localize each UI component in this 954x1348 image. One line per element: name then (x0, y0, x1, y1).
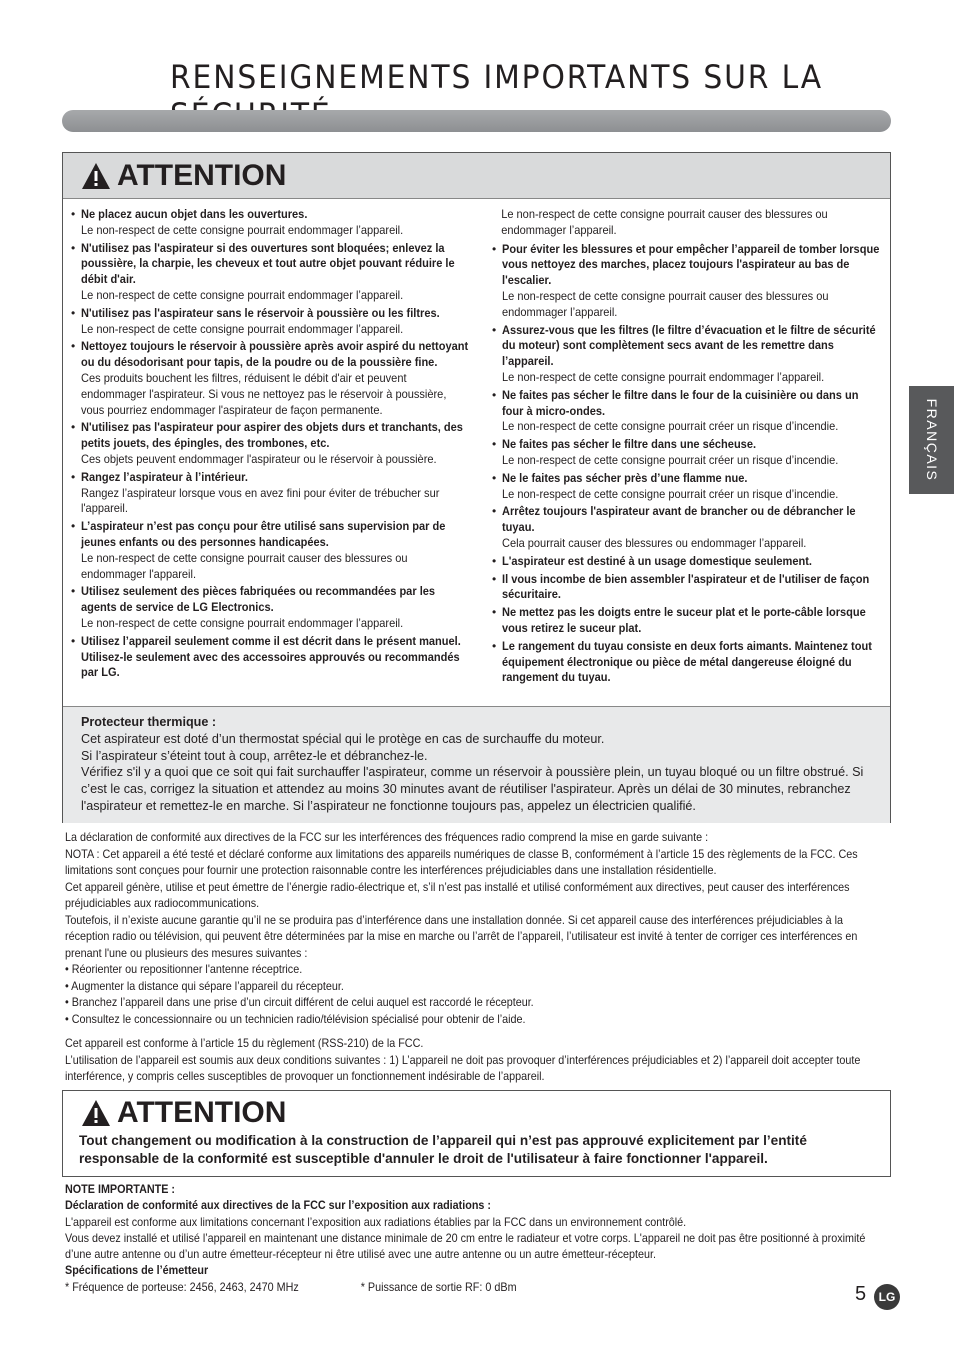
item-consequence: Le non-respect de cette consigne pourrait créer un risque d’incendie. (502, 419, 839, 434)
thermal-title: Protecteur thermique : (81, 715, 217, 729)
safety-item (492, 554, 884, 570)
item-warning: N'utilisez pas l'aspirateur sans le réservoir à poussière ou les filtres. (81, 305, 440, 320)
safety-item (492, 639, 884, 686)
safety-item (71, 634, 471, 681)
note-title: NOTE IMPORTANTE : (65, 1183, 176, 1196)
item-warning: Ne faites pas sécher le filtre dans une sécheuse. (502, 437, 757, 452)
item-warning: Nettoyez toujours le réservoir à poussière après avoir aspiré du nettoyant ou du désodorisant pour tapis, de la poudre ou de la poussière fine. (81, 339, 469, 370)
note-subtitle: Déclaration de conformité aux directives de la FCC sur l’exposition aux radiations : (65, 1199, 492, 1213)
bullet-icon: • (71, 584, 76, 599)
fcc-bullet: • Augmenter la distance qui sépare l’appareil du récepteur. (65, 979, 344, 993)
safety-item (492, 572, 884, 604)
item-warning: Il vous incombe de bien assembler l'aspirateur et de l'utiliser de façon sécuritaire. (502, 571, 870, 602)
fcc-paragraph: L’utilisation de l’appareil est soumis aux deux conditions suivantes : 1) L’appareil ne doit pas provoquer d’interférences préjudiciables et 2) l’appareil doit accepter toute interférence, y compris celles susceptibles de provoquer un fonctionnement indésirable de l’appareil. (65, 1053, 861, 1083)
item-warning: L’aspirateur n’est pas conçu pour être utilisé sans supervision par de jeunes enfants ou des personnes handicapées. (81, 519, 446, 549)
safety-item (492, 504, 884, 551)
attention-box-2 (62, 1090, 891, 1177)
bullet-icon: • (71, 469, 76, 484)
safety-item (492, 605, 884, 637)
fcc-declaration (65, 830, 887, 1086)
item-consequence: Cela pourrait causer des blessures ou endommager l’appareil. (502, 535, 807, 550)
bullet-icon: • (71, 519, 76, 534)
bullet-icon: • (492, 605, 497, 620)
item-consequence: Rangez l’aspirateur lorsque vous en avez fini pour éviter de trébucher sur l'appareil. (81, 485, 440, 516)
right-column (492, 207, 884, 688)
item-consequence: Ces produits bouchent les filtres, réduisent le débit d'air et peuvent endommager l'aspirateur. Si vous ne nettoyez pas le réservoir à poussière, vous pourriez endommager l'aspirateur de façon permanente. (81, 370, 447, 417)
spec-title: Spécifications de l’émetteur (65, 1264, 209, 1278)
attention-label: ATTENTION (117, 1096, 287, 1129)
fcc-paragraph: Cet appareil est conforme à l’article 15 du règlement (RSS-210) de la FCC. (65, 1037, 424, 1050)
item-warning: Pour éviter les blessures et pour empêcher l’appareil de tomber lorsque vous nettoyez des marches, placez toujours l'aspirateur au bas de l'escalier. (502, 241, 880, 288)
fcc-intro: La déclaration de conformité aux directives de la FCC sur les interférences des fréquences radio comprend la mise en garde suivante : (65, 831, 709, 844)
bullet-icon: • (492, 241, 497, 256)
safety-item (492, 437, 884, 469)
bullet-icon: • (492, 322, 497, 337)
spec-line (65, 1280, 887, 1296)
language-tab-label: FRANÇAIS (923, 398, 940, 482)
thermal-line-2: Si l’aspirateur s’éteint tout à coup, arrêtez-le et débranchez-le. (81, 748, 428, 763)
bullet-icon: • (71, 633, 76, 648)
item-consequence: Le non-respect de cette consigne pourrait créer un risque d’incendie. (502, 486, 839, 501)
fcc-bullet: • Réorienter ou repositionner l'antenne réceptrice. (65, 963, 303, 976)
item-consequence: Le non-respect de cette consigne pourrait endommager l’appareil. (502, 369, 825, 384)
item-warning: Assurez-vous que les filtres (le filtre d’évacuation et le filtre de sécurité du moteur) sont complètement secs avant de les remettre dans l’appareil. (502, 322, 876, 369)
bullet-icon: • (492, 553, 497, 568)
fcc-bullet: • Branchez l’appareil dans une prise d’un circuit différent de celui auquel est raccordé le récepteur. (65, 996, 534, 1009)
bullet-icon: • (71, 207, 76, 221)
page-title: RENSEIGNEMENTS IMPORTANTS SUR LA (170, 58, 823, 96)
note-paragraph: L'appareil est conforme aux limitations concernant l’exposition aux radiations établies par la FCC dans un environnement contrôlé. (65, 1215, 687, 1229)
bullet-icon: • (71, 339, 76, 354)
item-warning: N'utilisez pas l'aspirateur pour aspirer des objets durs et tranchants, des petits jouets, des épingles, des trombones, etc. (81, 420, 463, 451)
lg-logo-icon: LG (874, 1284, 900, 1310)
fcc-bullet: • Consultez le concessionnaire ou un technicien radio/télévision spécialisé pour obtenir de l’aide. (65, 1012, 526, 1026)
item-consequence: Le non-respect de cette consigne pourrait endommager l’appareil. (81, 321, 404, 336)
item-warning: Ne mettez pas les doigts entre le suceur plat et le porte-câble lorsque vous retirez le suceur plat. (502, 605, 866, 635)
item-consequence: Le non-respect de cette consigne pourrait endommager l’appareil. (81, 287, 404, 302)
item-warning: Utilisez seulement des pièces fabriquées ou recommandées par les agents de service de LG Electronics. (81, 584, 436, 615)
bullet-icon: • (492, 638, 497, 653)
item-consequence: Le non-respect de cette consigne pourrait endommager l’appareil. (81, 615, 404, 630)
item-warning: L'aspirateur est destiné à un usage domestique seulement. (502, 553, 812, 568)
bullet-icon: • (71, 420, 76, 435)
bullet-icon: • (71, 240, 76, 255)
item-warning: Arrêtez toujours l'aspirateur avant de brancher ou de débrancher le tuyau. (502, 504, 856, 535)
safety-item (71, 420, 471, 467)
item-warning: N'utilisez pas l'aspirateur si des ouvertures sont bloquées; enlevez la poussière, la charpie, les cheveux et tout autre objet pouvant réduire le débit d'air. (81, 240, 455, 287)
attention-heading-2 (81, 1096, 286, 1130)
safety-item (71, 306, 471, 338)
attention-header (63, 153, 890, 199)
item-consequence: Le non-respect de cette consigne pourrait causer des blessures ou endommager l’appareil. (502, 288, 829, 319)
left-column (71, 207, 471, 683)
safety-item (71, 519, 471, 582)
spec-frequency: * Fréquence de porteuse: 2456, 2463, 2470 MHz (65, 1280, 299, 1294)
item-warning: Ne le faites pas sécher près d’une flamme nue. (502, 470, 748, 485)
item-warning: Ne placez aucun objet dans les ouvertures. (81, 207, 308, 221)
safety-item (71, 584, 471, 631)
title-bar (62, 110, 891, 132)
item-warning: Utilisez l’appareil seulement comme il est décrit dans le présent manuel. Utilisez-le seulement avec des accessoires approuvés ou recommandés par LG. (81, 633, 461, 680)
thermal-line-1: Cet aspirateur est doté d’un thermostat spécial qui le protège en cas de surchauffe du moteur. (81, 731, 605, 746)
safety-item (492, 388, 884, 435)
note-paragraph: Vous devez installé et utilisé l’appareil en maintenant une distance minimale de 20 cm entre le radiateur et votre corps. L'appareil ne doit pas être positionné à proximité d’une autre antenne ou d’un autre émetteur-récepteur ni être utilisé avec une autre antenne ou un autre émetteur-récepteur. (65, 1231, 866, 1262)
spec-power: * Puissance de sortie RF: 0 dBm (360, 1280, 517, 1294)
item-consequence: Le non-respect de cette consigne pourrait créer un risque d’incendie. (502, 452, 839, 467)
fcc-paragraph: Cet appareil génère, utilise et peut émettre de l’énergie radio-électrique et, s’il n’est pas installé et utilisé conformément aux directives, peut causer des interférences préjudiciables aux radiocommunications. (65, 880, 850, 910)
attention-label: ATTENTION (117, 159, 287, 192)
safety-item (71, 207, 471, 239)
bullet-icon: • (492, 437, 497, 452)
item-consequence: Ces objets peuvent endommager l'aspirateur ou le réservoir à poussière. (81, 451, 437, 466)
right-lead-text: Le non-respect de cette consigne pourrait causer des blessures ou endommager l’appareil. (501, 207, 828, 237)
item-warning: Rangez l’aspirateur à l’intérieur. (81, 469, 248, 484)
warning-icon (81, 1099, 111, 1127)
item-warning: Le rangement du tuyau consiste en deux forts aimants. Maintenez tout équipement électronique ou pièce de métal dangereuse éloigné du rangement du tuyau. (502, 638, 872, 685)
bullet-icon: • (492, 470, 497, 485)
bullet-icon: • (71, 305, 76, 320)
safety-item (71, 339, 471, 418)
thermal-protector-section (63, 706, 890, 823)
safety-item (71, 241, 471, 304)
safety-item (492, 323, 884, 386)
safety-item (492, 242, 884, 321)
bullet-icon: • (492, 387, 497, 402)
safety-item (492, 471, 884, 503)
attention-box (62, 152, 891, 823)
bullet-icon: • (492, 571, 497, 586)
item-consequence: Le non-respect de cette consigne pourrait causer des blessures ou endommager l'appareil. (81, 550, 408, 581)
attention-2-text: Tout changement ou modification à la construction de l’appareil qui n’est pas approuvé explicitement par l’entité responsable de la conformité est susceptible d'annuler le droit de l'utilisateur à faire fonctionner l'appareil. (79, 1133, 807, 1166)
language-tab (909, 386, 954, 494)
item-consequence: Le non-respect de cette consigne pourrait endommager l’appareil. (81, 222, 404, 237)
bullet-icon: • (492, 504, 497, 519)
warning-icon (81, 162, 111, 190)
thermal-line-3: Vérifiez s'il y a quoi que ce soit qui fait surchauffer l'aspirateur, comme un réservoir à poussière plein, un tuyau bloqué ou un filtre obstrué. Si c’est le cas, corrigez la situation et attendez au moins 30 minutes avant de réutiliser l'aspirateur. Après un délai de 30 minutes, rebranchez l'aspirateur et remettez-le en marche. Si l’aspirateur ne fonctionne toujours pas, appelez un électricien qualifié. (81, 765, 864, 813)
safety-item (71, 470, 471, 517)
page-number: 5 (855, 1283, 867, 1305)
item-warning: Ne faites pas sécher le filtre dans le four de la cuisinière ou dans un four à micro-ondes. (502, 387, 859, 418)
important-note (65, 1182, 887, 1296)
fcc-nota: NOTA : Cet appareil a été testé et déclaré conforme aux limitations des appareils numériques de classe B, conformément à l’article 15 des règlements de la FCC. Ces limitations sont conçues pour fournir une protection raisonnable contre les interférences préjudiciables dans une installation résidentielle. (65, 847, 858, 877)
attention-heading (81, 159, 286, 193)
fcc-paragraph: Toutefois, il n’existe aucune garantie qu’il ne se produira pas d’interférence dans une installation donnée. Si cet appareil cause des interférences préjudiciables à la réception radio ou télévision, qui peuvent être déterminées par la mise en marche ou l’arrêt de l’appareil, l’utilisateur est invité à tenter de corriger ces interférences en prenant l'une ou plusieurs des mesures suivantes : (65, 913, 858, 960)
